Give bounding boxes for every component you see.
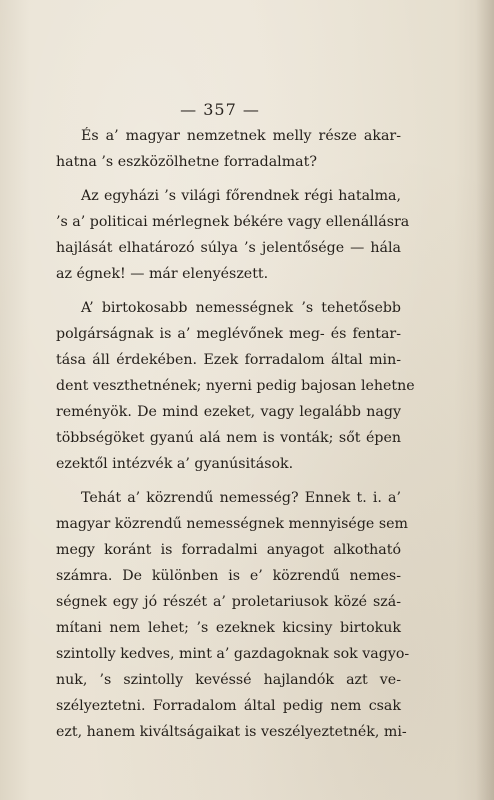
text-line: dent veszthetnének; nyerni pedig bajosan lehetne xyxy=(56,378,415,394)
page-number: — 357 — xyxy=(180,100,260,119)
text-line: Az egyházi ’s világi főrendnek régi hatalma, xyxy=(81,188,401,204)
text-line: mítani nem lehet; ’s ezeknek kicsiny birtokuk xyxy=(56,620,401,636)
text-line: reményök. De mind ezeket, vagy legalább nagy xyxy=(56,404,401,420)
paragraph xyxy=(56,485,410,745)
text-line: És a’ magyar nemzetnek melly része akar- xyxy=(81,128,401,144)
text-line: tása áll érdekében. Ezek forradalom által min- xyxy=(56,352,401,368)
text-line: polgárságnak is a’ meglévőnek meg- és fentar- xyxy=(56,326,401,342)
text-line: hajlását elhatározó súlya ’s jelentősége — hála xyxy=(56,240,401,256)
text-line: ezektől intézvék a’ gyanúsitások. xyxy=(56,456,294,472)
text-line: az égnek! — már elenyészett. xyxy=(56,266,269,282)
text-line: Tehát a’ közrendű nemesség? Ennek t. i. a’ xyxy=(81,490,401,506)
text-line: megy koránt is forradalmi anyagot alkotható xyxy=(56,542,401,558)
page-edge-shadow xyxy=(476,0,494,800)
text-line: ségnek egy jó részét a’ proletariusok közé szá- xyxy=(56,594,401,610)
text-line: szintolly kedves, mint a’ gazdagoknak sok vagyo- xyxy=(56,646,410,662)
text-line: ’s a’ politicai mérlegnek békére vagy ellenállásra xyxy=(56,214,410,230)
text-line: A’ birtokosabb nemességnek ’s tehetősebb xyxy=(81,300,401,316)
body-text xyxy=(56,123,415,745)
paragraph xyxy=(56,183,410,287)
text-line: ezt, hanem kiváltságaikat is veszélyeztetnék, mi- xyxy=(56,724,407,740)
paragraph xyxy=(56,123,401,175)
paragraph xyxy=(56,295,415,477)
text-line: nuk, ’s szintolly kevéssé hajlandók azt ve- xyxy=(56,672,401,688)
text-line: magyar közrendű nemességnek mennyisége sem xyxy=(56,516,408,532)
text-line: számra. De különben is e’ közrendű nemes- xyxy=(56,568,401,584)
text-line: többségöket gyanú alá nem is vonták; sőt épen xyxy=(56,430,401,446)
text-line: szélyeztetni. Forradalom által pedig nem csak xyxy=(56,698,401,714)
text-line: hatna ’s eszközölhetne forradalmat? xyxy=(56,154,317,170)
